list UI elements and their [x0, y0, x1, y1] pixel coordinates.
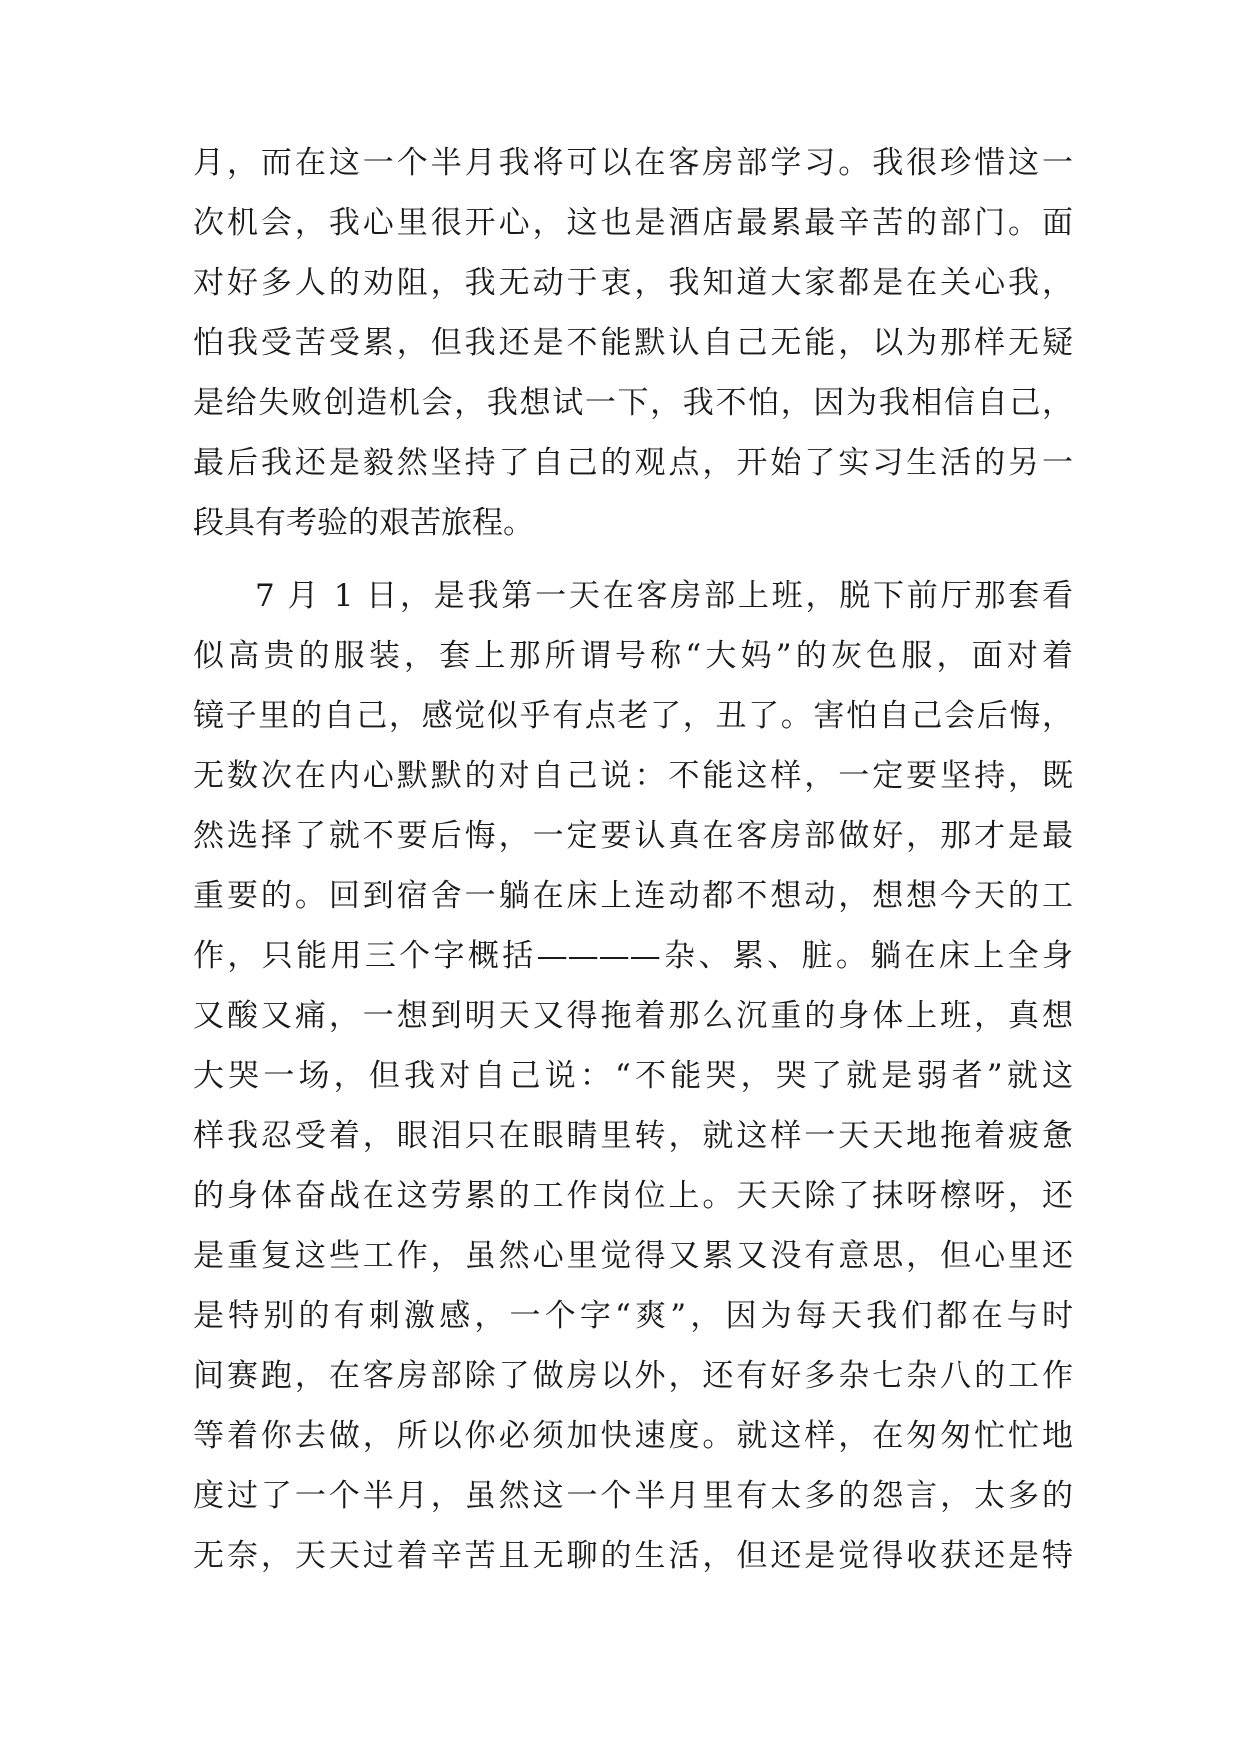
text-line: 是重复这些工作，虽然心里觉得又累又没有意思，但心里还 — [193, 1238, 1073, 1274]
paragraph-1 — [193, 133, 1073, 553]
text-line: 等着你去做，所以你必须加快速度。就这样，在匆匆忙忙地 — [193, 1418, 1073, 1454]
body-text — [193, 133, 1073, 1586]
text-line: 段具有考验的艰苦旅程。 — [193, 505, 534, 541]
text-line: 然选择了就不要后悔，一定要认真在客房部做好，那才是最 — [193, 818, 1073, 854]
text-line: 次机会，我心里很开心，这也是酒店最累最辛苦的部门。面 — [193, 205, 1073, 241]
text-line: 度过了一个半月，虽然这一个半月里有太多的怨言，太多的 — [193, 1478, 1073, 1514]
paragraph-gap — [193, 553, 1073, 566]
text-line: 对好多人的劝阻，我无动于衷，我知道大家都是在关心我， — [193, 265, 1073, 301]
text-line: 无数次在内心默默的对自己说：不能这样，一定要坚持，既 — [193, 758, 1073, 794]
text-line: 间赛跑，在客房部除了做房以外，还有好多杂七杂八的工作 — [193, 1358, 1073, 1394]
text-line: 是特别的有刺激感，一个字“爽”，因为每天我们都在与时 — [193, 1298, 1073, 1334]
text-line: 似高贵的服装，套上那所谓号称“大妈”的灰色服，面对着 — [193, 638, 1073, 674]
text-line: 大哭一场，但我对自己说：“不能哭，哭了就是弱者”就这 — [193, 1058, 1073, 1094]
text-line: 是给失败创造机会，我想试一下，我不怕，因为我相信自己， — [193, 385, 1073, 421]
text-line: 最后我还是毅然坚持了自己的观点，开始了实习生活的另一 — [193, 445, 1073, 481]
text-line: 样我忍受着，眼泪只在眼睛里转，就这样一天天地拖着疲惫 — [193, 1118, 1073, 1154]
text-line: 的身体奋战在这劳累的工作岗位上。天天除了抹呀檫呀，还 — [193, 1178, 1073, 1214]
text-line: 又酸又痛，一想到明天又得拖着那么沉重的身体上班，真想 — [193, 998, 1073, 1034]
text-line: 月，而在这一个半月我将可以在客房部学习。我很珍惜这一 — [193, 145, 1073, 181]
text-line: 怕我受苦受累，但我还是不能默认自己无能，以为那样无疑 — [193, 325, 1073, 361]
text-line: 无奈，天天过着辛苦且无聊的生活，但还是觉得收获还是特 — [193, 1538, 1073, 1574]
text-line: 作，只能用三个字概括————杂、累、脏。躺在床上全身 — [193, 938, 1073, 974]
paragraph-2 — [193, 566, 1073, 1586]
text-line: 镜子里的自己，感觉似乎有点老了，丑了。害怕自己会后悔， — [193, 698, 1073, 734]
text-line: 7 月 1 日，是我第一天在客房部上班，脱下前厅那套看 — [255, 578, 1073, 614]
text-line: 重要的。回到宿舍一躺在床上连动都不想动，想想今天的工 — [193, 878, 1073, 914]
